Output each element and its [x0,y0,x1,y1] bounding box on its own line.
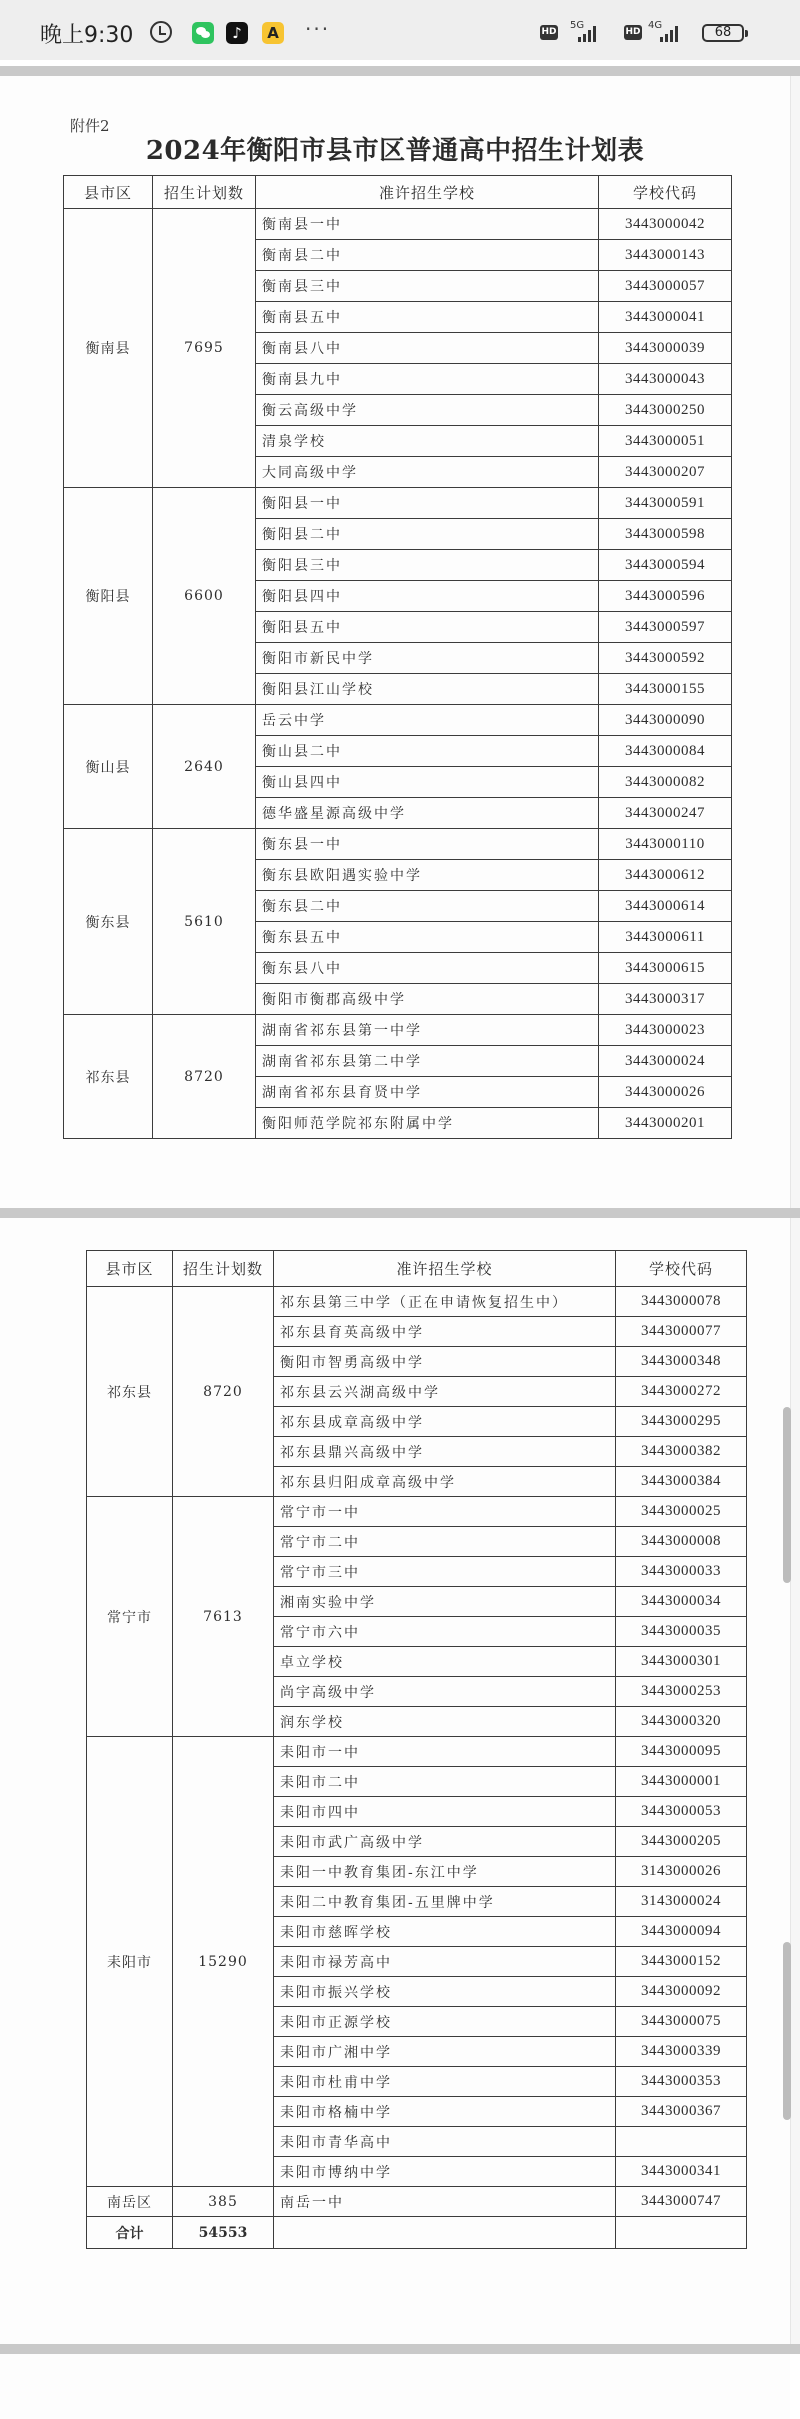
school-code-cell: 3443000367 [616,2097,747,2127]
column-header-school: 准许招生学校 [274,1251,616,1287]
school-name-cell: 衡阳县四中 [256,581,599,612]
page-separator [0,1208,800,1218]
school-name-cell: 常宁市六中 [274,1617,616,1647]
school-name-cell: 衡阳县一中 [256,488,599,519]
school-code-cell: 3443000110 [599,829,732,860]
quota-cell: 385 [173,2187,274,2217]
quota-cell: 7695 [153,209,256,488]
school-name-cell: 耒阳市二中 [274,1767,616,1797]
school-code-cell: 3143000024 [616,1887,747,1917]
quota-cell: 6600 [153,488,256,705]
school-name-cell: 耒阳市慈晖学校 [274,1917,616,1947]
tiktok-icon: ♪ [226,22,248,44]
school-code-cell: 3443000612 [599,860,732,891]
school-code-cell: 3143000026 [616,1857,747,1887]
school-name-cell: 常宁市一中 [274,1497,616,1527]
school-code-cell: 3443000596 [599,581,732,612]
school-name-cell: 衡阳市衡郡高级中学 [256,984,599,1015]
school-code-cell: 3443000598 [599,519,732,550]
school-code-cell: 3443000384 [616,1467,747,1497]
school-name-cell: 德华盛星源高级中学 [256,798,599,829]
page-edge [790,1218,800,2346]
school-code-cell: 3443000075 [616,2007,747,2037]
status-bar [0,0,800,60]
school-name-cell: 耒阳市广湘中学 [274,2037,616,2067]
signal-strength-icon [578,24,596,42]
table-row [87,1497,747,1527]
hd-icon: HD [540,25,558,40]
school-code-cell: 3443000205 [616,1827,747,1857]
school-name-cell: 衡南县二中 [256,240,599,271]
school-name-cell: 衡南县三中 [256,271,599,302]
county-cell: 衡南县 [64,209,153,488]
school-code-cell: 3443000034 [616,1587,747,1617]
school-name-cell: 岳云中学 [256,705,599,736]
school-name-cell: 衡东县一中 [256,829,599,860]
table-row [87,1287,747,1317]
school-name-cell: 衡阳县二中 [256,519,599,550]
school-name-cell: 衡阳县五中 [256,612,599,643]
column-header-quota: 招生计划数 [153,176,256,209]
table-row [64,1015,732,1046]
school-name-cell: 清泉学校 [256,426,599,457]
school-code-cell: 3443000317 [599,984,732,1015]
school-code-cell: 3443000041 [599,302,732,333]
school-code-cell: 3443000250 [599,395,732,426]
school-code-cell: 3443000053 [616,1797,747,1827]
enrollment-plan-table-page-1 [63,175,732,1139]
quota-cell: 2640 [153,705,256,829]
school-code-cell: 3443000024 [599,1046,732,1077]
school-code-cell: 3443000051 [599,426,732,457]
table-row [64,488,732,519]
school-name-cell: 衡云高级中学 [256,395,599,426]
page-separator [0,66,800,76]
school-code-cell: 3443000039 [599,333,732,364]
school-name-cell: 衡山县四中 [256,767,599,798]
hd-icon: HD [624,25,642,40]
school-code-cell: 3443000094 [616,1917,747,1947]
total-value: 54553 [173,2217,274,2249]
school-name-cell: 耒阳市青华高中 [274,2127,616,2157]
quota-cell: 15290 [173,1737,274,2187]
school-code-cell: 3443000077 [616,1317,747,1347]
school-name-cell: 耒阳市博纳中学 [274,2157,616,2187]
school-name-cell: 衡南县八中 [256,333,599,364]
school-code-cell: 3443000152 [616,1947,747,1977]
network-type-5g: 5G [570,20,585,31]
wechat-icon [192,22,214,44]
school-name-cell: 祁东县云兴湖高级中学 [274,1377,616,1407]
table-row [64,829,732,860]
school-code-cell: 3443000339 [616,2037,747,2067]
school-code-cell: 3443000341 [616,2157,747,2187]
school-name-cell: 耒阳二中教育集团-五里牌中学 [274,1887,616,1917]
school-code-cell: 3443000057 [599,271,732,302]
total-label: 合计 [87,2217,173,2249]
school-name-cell: 湖南省祁东县育贤中学 [256,1077,599,1108]
school-name-cell: 南岳一中 [274,2187,616,2217]
county-cell: 衡东县 [64,829,153,1015]
total-row [87,2217,747,2249]
school-code-cell: 3443000592 [599,643,732,674]
scrollbar-thumb[interactable] [783,1407,791,1583]
empty-cell [616,2217,747,2249]
school-name-cell: 衡南县九中 [256,364,599,395]
quota-cell: 8720 [173,1287,274,1497]
empty-cell [274,2217,616,2249]
school-code-cell: 3443000008 [616,1527,747,1557]
school-name-cell: 衡阳市智勇高级中学 [274,1347,616,1377]
table-body [64,209,732,1139]
more-notifications-icon: ··· [305,17,331,41]
school-code-cell: 3443000043 [599,364,732,395]
school-name-cell: 衡东县欧阳遇实验中学 [256,860,599,891]
school-name-cell: 常宁市二中 [274,1527,616,1557]
school-code-cell: 3443000035 [616,1617,747,1647]
school-code-cell: 3443000042 [599,209,732,240]
school-code-cell: 3443000023 [599,1015,732,1046]
school-name-cell: 衡东县二中 [256,891,599,922]
school-code-cell: 3443000353 [616,2067,747,2097]
county-cell: 衡山县 [64,705,153,829]
school-code-cell [616,2127,747,2157]
scrollbar-thumb[interactable] [783,1942,791,2120]
school-name-cell: 祁东县第三中学（正在申请恢复招生中） [274,1287,616,1317]
school-code-cell: 3443000001 [616,1767,747,1797]
school-name-cell: 湖南省祁东县第二中学 [256,1046,599,1077]
column-header-county: 县市区 [64,176,153,209]
school-code-cell: 3443000207 [599,457,732,488]
school-code-cell: 3443000611 [599,922,732,953]
school-name-cell: 润东学校 [274,1707,616,1737]
quota-cell: 7613 [173,1497,274,1737]
school-name-cell: 衡阳县江山学校 [256,674,599,705]
school-code-cell: 3443000295 [616,1407,747,1437]
school-code-cell: 3443000025 [616,1497,747,1527]
school-code-cell: 3443000090 [599,705,732,736]
school-name-cell: 耒阳市格楠中学 [274,2097,616,2127]
school-name-cell: 湘南实验中学 [274,1587,616,1617]
table-row [87,1737,747,1767]
table-header-row [64,176,732,209]
school-name-cell: 祁东县育英高级中学 [274,1317,616,1347]
enrollment-plan-table-page-2 [86,1250,747,2249]
table-row [87,2187,747,2217]
school-code-cell: 3443000320 [616,1707,747,1737]
page-separator [0,2344,800,2354]
annex-label: 附件2 [70,117,110,135]
school-code-cell: 3443000201 [599,1108,732,1139]
school-name-cell: 耒阳市禄芳高中 [274,1947,616,1977]
alarm-icon [150,21,172,43]
county-cell: 衡阳县 [64,488,153,705]
school-name-cell: 衡南县一中 [256,209,599,240]
school-code-cell: 3443000092 [616,1977,747,2007]
school-name-cell: 常宁市三中 [274,1557,616,1587]
status-time: 晚上9:30 [40,23,134,48]
table-row [64,705,732,736]
school-name-cell: 衡东县五中 [256,922,599,953]
table-header-row [87,1251,747,1287]
school-code-cell: 3443000143 [599,240,732,271]
school-name-cell: 衡山县二中 [256,736,599,767]
school-code-cell: 3443000597 [599,612,732,643]
school-code-cell: 3443000253 [616,1677,747,1707]
school-code-cell: 3443000155 [599,674,732,705]
document-page-3 [0,2354,790,2419]
school-code-cell: 3443000082 [599,767,732,798]
school-name-cell: 卓立学校 [274,1647,616,1677]
county-cell: 南岳区 [87,2187,173,2217]
school-code-cell: 3443000078 [616,1287,747,1317]
school-code-cell: 3443000247 [599,798,732,829]
school-name-cell: 尚宇高级中学 [274,1677,616,1707]
school-code-cell: 3443000594 [599,550,732,581]
school-code-cell: 3443000747 [616,2187,747,2217]
school-code-cell: 3443000026 [599,1077,732,1108]
county-cell: 祁东县 [64,1015,153,1139]
school-name-cell: 耒阳市正源学校 [274,2007,616,2037]
network-type-4g: 4G [648,20,663,31]
county-cell: 常宁市 [87,1497,173,1737]
school-name-cell: 祁东县归阳成章高级中学 [274,1467,616,1497]
amap-icon: A [262,22,284,44]
document-title: 2024年衡阳市县市区普通高中招生计划表 [145,136,645,166]
school-code-cell: 3443000272 [616,1377,747,1407]
school-name-cell: 耒阳市四中 [274,1797,616,1827]
quota-cell: 8720 [153,1015,256,1139]
battery-icon: 68 [702,24,744,42]
table-body [87,1287,747,2249]
school-name-cell: 耒阳市振兴学校 [274,1977,616,2007]
school-name-cell: 湖南省祁东县第一中学 [256,1015,599,1046]
school-name-cell: 耒阳市杜甫中学 [274,2067,616,2097]
column-header-quota: 招生计划数 [173,1251,274,1287]
county-cell: 祁东县 [87,1287,173,1497]
school-name-cell: 衡阳县三中 [256,550,599,581]
school-code-cell: 3443000348 [616,1347,747,1377]
school-name-cell: 衡阳市新民中学 [256,643,599,674]
school-name-cell: 耒阳市武广高级中学 [274,1827,616,1857]
school-name-cell: 耒阳一中教育集团-东江中学 [274,1857,616,1887]
school-name-cell: 耒阳市一中 [274,1737,616,1767]
column-header-code: 学校代码 [599,176,732,209]
school-name-cell: 祁东县成章高级中学 [274,1407,616,1437]
school-name-cell: 衡南县五中 [256,302,599,333]
column-header-code: 学校代码 [616,1251,747,1287]
school-code-cell: 3443000095 [616,1737,747,1767]
school-code-cell: 3443000084 [599,736,732,767]
table-row [64,209,732,240]
school-name-cell: 衡阳师范学院祁东附属中学 [256,1108,599,1139]
column-header-county: 县市区 [87,1251,173,1287]
school-code-cell: 3443000591 [599,488,732,519]
page-edge [790,76,800,1212]
signal-strength-icon [660,24,678,42]
school-name-cell: 祁东县鼎兴高级中学 [274,1437,616,1467]
school-name-cell: 衡东县八中 [256,953,599,984]
school-name-cell: 大同高级中学 [256,457,599,488]
school-code-cell: 3443000301 [616,1647,747,1677]
column-header-school: 准许招生学校 [256,176,599,209]
school-code-cell: 3443000614 [599,891,732,922]
quota-cell: 5610 [153,829,256,1015]
county-cell: 耒阳市 [87,1737,173,2187]
school-code-cell: 3443000615 [599,953,732,984]
school-code-cell: 3443000033 [616,1557,747,1587]
school-code-cell: 3443000382 [616,1437,747,1467]
